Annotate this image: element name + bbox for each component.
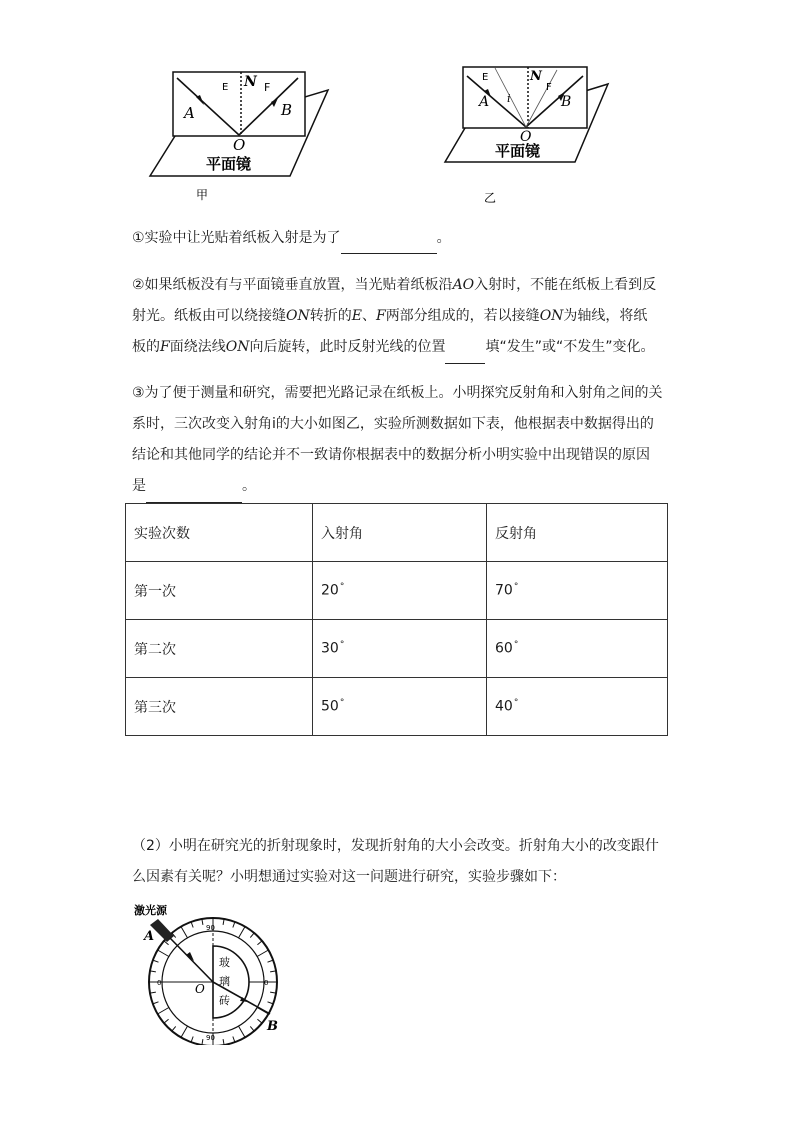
label-a: A (144, 929, 155, 944)
header-incident: 入射角 (313, 504, 487, 562)
table-row: 第三次 50° 40° (126, 678, 668, 736)
protractor-tick (268, 1002, 274, 1004)
svg-text:玻: 玻 (219, 956, 230, 969)
protractor-tick (257, 1019, 262, 1023)
question-3: ③为了便于测量和研究，需要把光路记录在纸板上。小明探究反射角和入射角之间的关 系时，三次改变入射角i的大小如图乙，实验所测数据如下表，他根据表中数据得出的 结论和其他同学的结论并不一致请你根据表中的数据分析小明实验中出现错误的原因 是 。 (132, 378, 672, 503)
letter-f: F (264, 81, 271, 94)
question-1-text: ①实验中让光贴着纸板入射是为了 (132, 230, 341, 246)
incident-ray (170, 938, 213, 982)
figure-caption-jia: 甲 (196, 188, 209, 202)
figure-yi (435, 64, 625, 209)
protractor-tick (239, 927, 246, 938)
svg-text:90: 90 (206, 924, 215, 932)
protractor-tick (233, 1037, 235, 1043)
label-b: B (267, 1019, 278, 1034)
question-2: ②如果纸板没有与平面镜垂直放置，当光贴着纸板沿AO入射时，不能在纸板上看到反 射光。纸板由可以绕接缝ON转折的E、F两部分组成的，若以接缝ON为轴线，将纸 板的F面绕法线ON向后旋转，此时反射光线的位置 填“发生”或“不发生”变化。 (132, 270, 672, 364)
letter-b: B (561, 94, 572, 110)
svg-text:砖: 砖 (219, 994, 230, 1007)
protractor-tick (181, 1026, 188, 1037)
protractor-tick (270, 992, 276, 993)
protractor-tick (181, 927, 188, 938)
protractor-tick (257, 950, 268, 957)
protractor-tick (250, 1026, 254, 1031)
svg-text:0: 0 (264, 979, 269, 987)
question-1: ①实验中让光贴着纸板入射是为了 。 (132, 223, 672, 254)
letter-a: A (479, 94, 490, 110)
letter-i: i (507, 92, 511, 105)
protractor-tick (172, 1026, 176, 1031)
letter-n: N (244, 74, 257, 90)
letter-a: A (184, 104, 195, 122)
protractor-tick (153, 960, 159, 962)
letter-e: E (482, 72, 489, 83)
protractor-tick (164, 1019, 169, 1023)
answer-blank-3[interactable] (146, 471, 242, 503)
table-row: 第二次 30° 60° (126, 620, 668, 678)
protractor-tick (158, 950, 169, 957)
svg-text:璃: 璃 (219, 975, 230, 988)
svg-text:0: 0 (157, 979, 162, 987)
answer-blank-1[interactable] (341, 223, 437, 254)
protractor-tick (191, 922, 193, 928)
label-o: O (195, 982, 205, 996)
protractor-tick (150, 992, 156, 993)
angle-table (125, 503, 668, 736)
mirror-label: 平面镜 (206, 155, 252, 173)
table-row: 第一次 20° 70° (126, 562, 668, 620)
letter-e: E (222, 82, 229, 93)
protractor-tick (164, 941, 169, 945)
part-2-text: （2）小明在研究光的折射现象时，发现折射角的大小会改变。折射角大小的改变跟什 么因素有关呢？小明想通过实验对这一问题进行研究，实验步骤如下： (132, 838, 659, 885)
mirror-label: 平面镜 (495, 142, 541, 160)
protractor-tick (202, 919, 203, 925)
svg-text:90: 90 (206, 1034, 215, 1042)
answer-blank-2[interactable] (445, 332, 485, 364)
protractor-tick (268, 960, 274, 962)
protractor-tick (150, 971, 156, 972)
figure-caption-yi: 乙 (484, 191, 497, 205)
letter-o: O (520, 129, 532, 145)
letter-b: B (281, 101, 293, 119)
protractor-tick (153, 1002, 159, 1004)
protractor-tick (270, 971, 276, 972)
protractor-tick (257, 941, 262, 945)
protractor-tick (223, 919, 224, 925)
letter-o: O (233, 136, 246, 154)
laser-source-label: 激光源 (134, 904, 167, 917)
letter-n: N (530, 69, 542, 84)
header-trial: 实验次数 (126, 504, 313, 562)
protractor-tick (158, 1008, 169, 1015)
letter-f: F (546, 82, 552, 93)
header-reflected: 反射角 (487, 504, 668, 562)
protractor-tick (223, 1039, 224, 1045)
table-header-row (126, 504, 668, 562)
protractor-tick (250, 933, 254, 938)
figure-refraction (130, 900, 300, 1045)
protractor-tick (233, 922, 235, 928)
protractor-tick (202, 1039, 203, 1045)
figure-jia (140, 68, 350, 203)
protractor-tick (239, 1026, 246, 1037)
protractor-tick (191, 1037, 193, 1043)
